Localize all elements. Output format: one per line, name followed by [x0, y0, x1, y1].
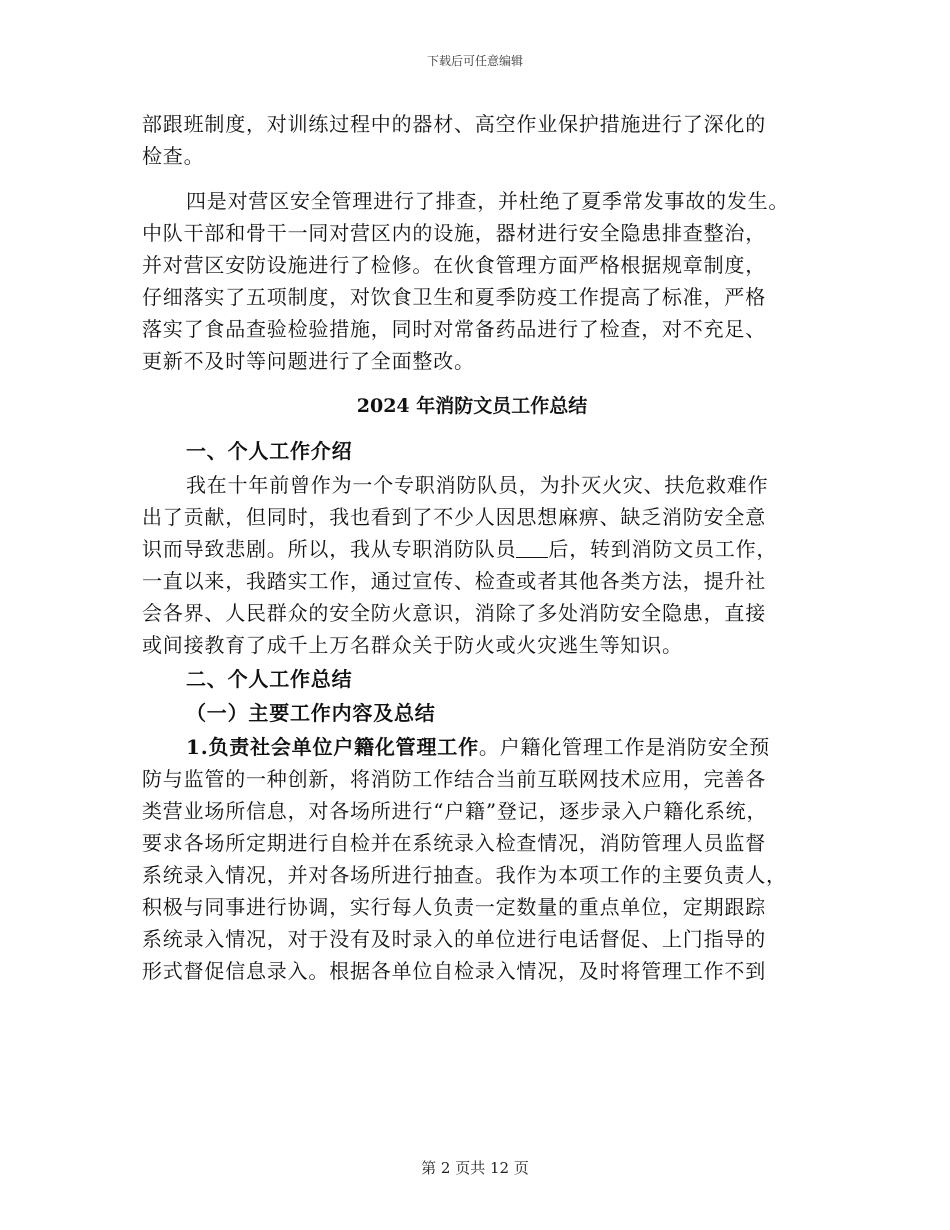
text-line: 识而导致悲剧。所以，我从专职消防队员 后，转到消防文员工作，: [142, 537, 778, 561]
text-line: 更新不及时等问题进行了全面整改。: [142, 349, 475, 373]
text-line: 出了贡献，但同时，我也看到了不少人因思想麻痹、缺乏消防安全意: [142, 505, 766, 529]
text-line: 类营业场所信息，对各场所进行“户籍”登记，逐步录入户籍化系统，: [142, 799, 768, 823]
text-line: 系统录入情况，对于没有及时录入的单位进行电话督促、上门指导的: [142, 927, 766, 951]
heading-personal-intro: 一、个人工作介绍: [186, 439, 353, 463]
page-footer: 第 2 页共 12 页: [421, 1159, 529, 1177]
text-line: 会各界、人民群众的安全防火意识，消除了多处消防安全隐患，直接: [142, 601, 766, 625]
text-line: 我在十年前曾作为一个专职消防队员，为扑灭火灾、扶危救难作: [186, 473, 769, 497]
text-line: 要求各场所定期进行自检并在系统录入检查情况，消防管理人员监督: [142, 831, 766, 855]
text-line: 防与监管的一种创新，将消防工作结合当前互联网技术应用，完善各: [142, 767, 766, 791]
text-line: 四是对营区安全管理进行了排查，并杜绝了夏季常发事故的发生。: [186, 189, 790, 213]
text-line: 积极与同事进行协调，实行每人负责一定数量的重点单位，定期跟踪: [142, 895, 766, 919]
document-body: [142, 108, 822, 987]
text-line: 1.负责社会单位户籍化管理工作。户籍化管理工作是消防安全预: [186, 735, 771, 759]
text-line: 或间接教育了成千上万名群众关于防火或火灾逃生等知识。: [142, 633, 683, 657]
item-lead: 1.负责社会单位户籍化管理工作: [186, 735, 479, 759]
page-header: 下载后可任意编辑: [426, 54, 523, 68]
text-line: 形式督促信息录入。根据各单位自检录入情况，及时将管理工作不到: [142, 959, 766, 983]
text-line: 系统录入情况，并对各场所进行抽查。我作为本项工作的主要负责人，: [142, 863, 787, 887]
text-line: 检查。: [142, 144, 205, 168]
section-title: 2024 年消防文员工作总结: [356, 395, 588, 417]
text-line: 落实了食品查验检验措施，同时对常备药品进行了检查，对不充足、: [142, 317, 766, 341]
blank-fill-in: [516, 537, 548, 558]
text-line: 部跟班制度，对训练过程中的器材、高空作业保护措施进行了深化的: [142, 112, 766, 136]
text-line: 中队干部和骨干一同对营区内的设施，器材进行安全隐患排查整治，: [142, 221, 766, 245]
text-line: 并对营区安防设施进行了检修。在伙食管理方面严格根据规章制度，: [142, 253, 766, 277]
text-line: 仔细落实了五项制度，对饮食卫生和夏季防疫工作提高了标准，严格: [142, 285, 766, 309]
text-line: 一直以来，我踏实工作，通过宣传、检查或者其他各类方法，提升社: [142, 569, 766, 593]
heading-personal-summary: 二、个人工作总结: [186, 667, 353, 691]
subheading-main-work: （一）主要工作内容及总结: [186, 701, 436, 725]
